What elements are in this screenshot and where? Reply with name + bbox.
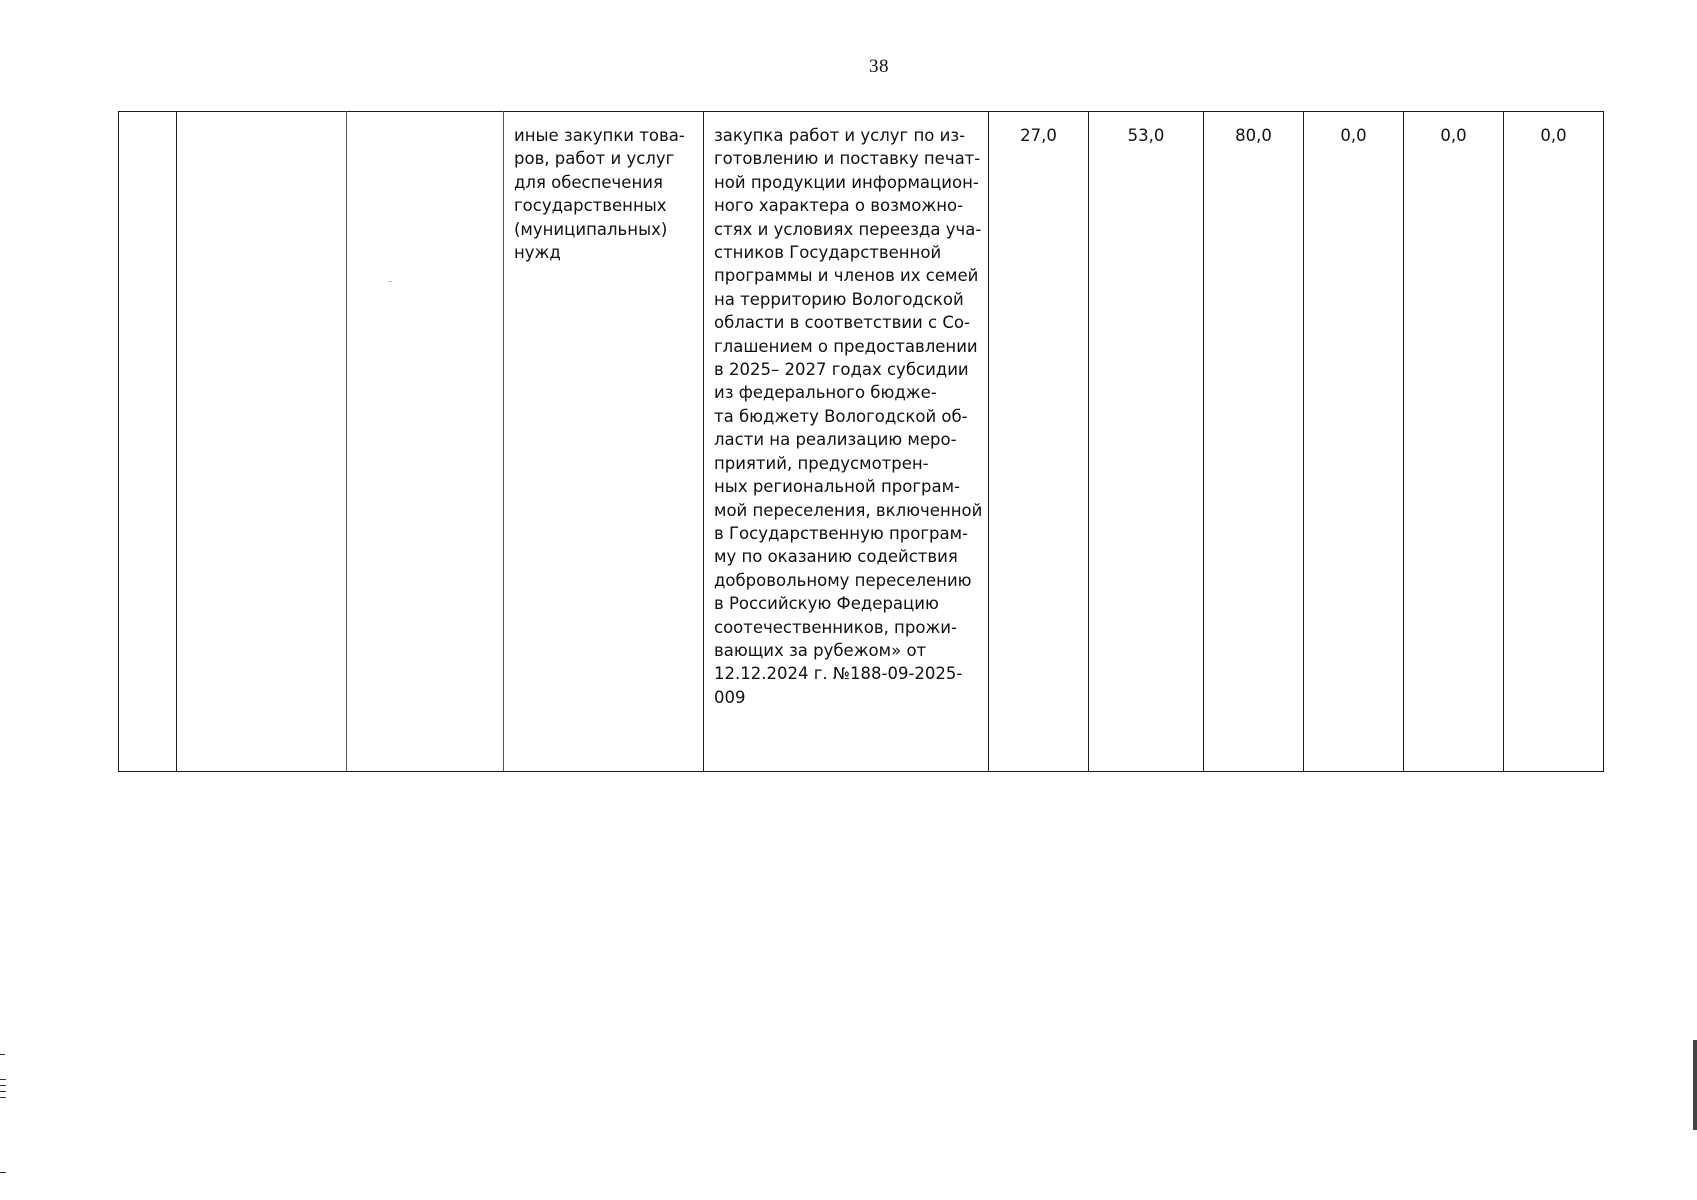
description-line: закупка работ и услуг по из- bbox=[714, 126, 966, 145]
table-row bbox=[119, 112, 1604, 772]
description-line: области в соответствии с Со- bbox=[714, 313, 970, 333]
description-line: ласти на реализацию меро- bbox=[714, 430, 957, 450]
description-line: соотечественников, прожи- bbox=[714, 617, 957, 637]
description-line: 009 bbox=[714, 687, 746, 707]
expense-type-line: ров, работ и услуг bbox=[514, 149, 675, 169]
cell-description bbox=[704, 112, 989, 772]
expense-type-line: (муниципальных) bbox=[514, 219, 668, 239]
description-line: из федерального бюдже- bbox=[714, 383, 937, 403]
description-line: та бюджету Вологодской об- bbox=[714, 406, 968, 426]
scan-speck bbox=[388, 281, 392, 282]
expense-type-line: нужд bbox=[514, 243, 561, 263]
expense-type-line: иные закупки това- bbox=[514, 126, 685, 145]
cell-expense-type bbox=[504, 112, 704, 772]
page-number: 38 bbox=[869, 56, 889, 77]
description-line: добровольному переселению bbox=[714, 570, 972, 590]
value-2025: 27,0 bbox=[989, 112, 1089, 772]
description-line: ного характера о возможно- bbox=[714, 196, 964, 216]
binder-mark bbox=[0, 1054, 5, 1055]
value-col-9: 0,0 bbox=[1304, 112, 1404, 772]
description-line: в Государственную програм- bbox=[714, 523, 969, 543]
cell-col-1 bbox=[119, 112, 177, 772]
value-2027: 80,0 bbox=[1204, 112, 1304, 772]
description-line: в 2025– 2027 годах субсидии bbox=[714, 360, 969, 380]
scan-edge bbox=[1693, 1040, 1697, 1130]
description-line: глашением о предоставлении bbox=[714, 336, 978, 356]
description-line: ных региональной програм- bbox=[714, 477, 960, 497]
description-line: му по оказанию содействия bbox=[714, 547, 958, 567]
binder-mark bbox=[0, 1085, 6, 1086]
description-line: на территорию Вологодской bbox=[714, 289, 964, 309]
description-line: готовлению и поставку печат- bbox=[714, 149, 981, 169]
description-line: стях и условиях переезда уча- bbox=[714, 219, 982, 239]
description-line: вающих за рубежом» от bbox=[714, 640, 927, 660]
value-col-11: 0,0 bbox=[1504, 112, 1604, 772]
description-line: в Российскую Федерацию bbox=[714, 594, 939, 614]
value-2026: 53,0 bbox=[1089, 112, 1204, 772]
budget-table bbox=[118, 111, 1604, 772]
description-line: 12.12.2024 г. №188-09-2025- bbox=[714, 664, 963, 684]
binder-mark bbox=[0, 1172, 6, 1173]
description-line: программы и членов их семей bbox=[714, 266, 979, 286]
cell-col-3 bbox=[347, 112, 504, 772]
value-col-10: 0,0 bbox=[1404, 112, 1504, 772]
expense-type-line: для обеспечения bbox=[514, 172, 663, 192]
binder-mark bbox=[0, 1097, 6, 1098]
description-line: приятий, предусмотрен- bbox=[714, 453, 929, 473]
expense-type-line: государственных bbox=[514, 196, 667, 216]
description-line: стников Государственной bbox=[714, 243, 942, 263]
description-line: мой переселения, включенной bbox=[714, 500, 983, 520]
cell-col-2 bbox=[177, 112, 347, 772]
binder-mark bbox=[0, 1091, 6, 1092]
description-line: ной продукции информацион- bbox=[714, 172, 979, 192]
binder-mark bbox=[0, 1079, 6, 1080]
